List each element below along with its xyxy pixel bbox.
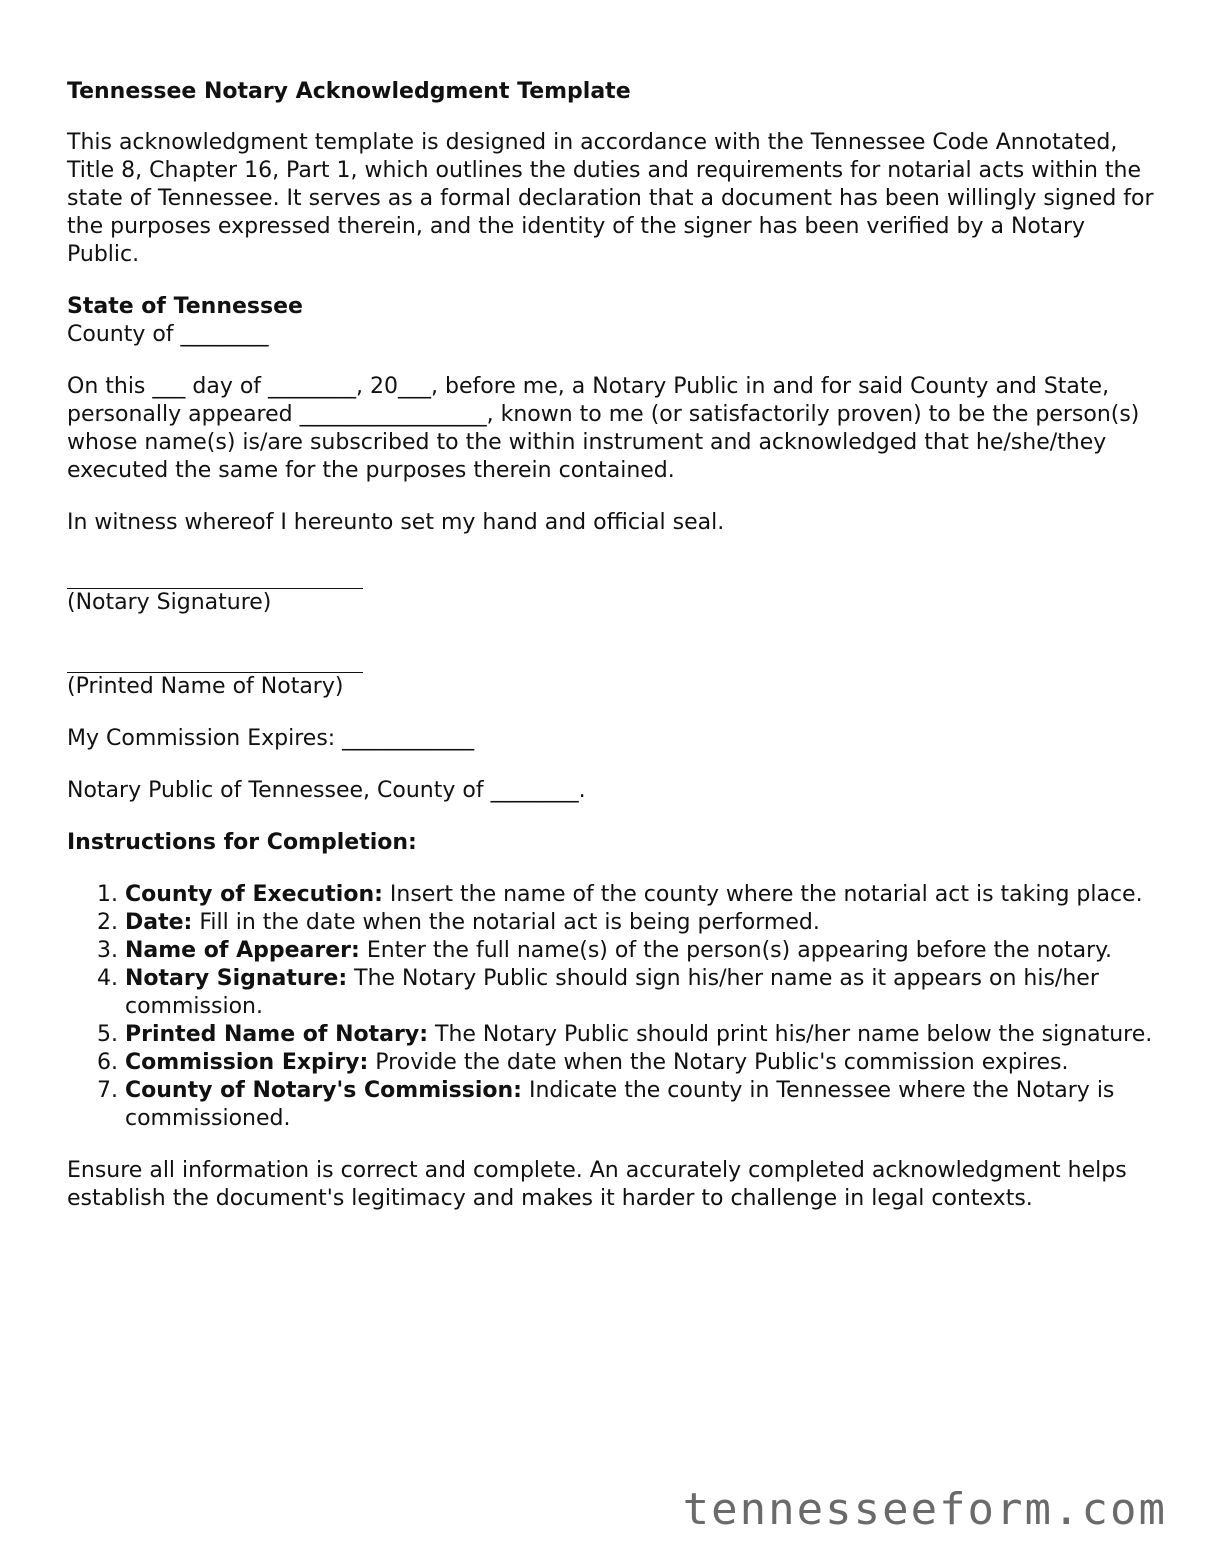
instruction-label: Notary Signature: xyxy=(125,966,348,991)
instruction-text: Fill in the date when the notarial act is being performed. xyxy=(192,910,820,935)
notary-signature-block xyxy=(67,561,1157,617)
instructions-heading: Instructions for Completion: xyxy=(67,830,417,855)
list-item xyxy=(125,937,1157,965)
printed-name-caption: (Printed Name of Notary) xyxy=(67,674,344,699)
list-item xyxy=(125,909,1157,937)
instruction-text: The Notary Public should sign his/her name as it appears on his/her commission. xyxy=(125,966,1099,1019)
intro-paragraph: This acknowledgment template is designed in accordance with the Tennessee Code Annotated, Title 8, Chapter 16, Part 1, which outlines the duties and requirements for notarial acts within the state of Tennessee. It serves as a formal declaration that a document has been willingly signed for the purposes expressed therein, and the identity of the signer has been verified by a Notary Public. xyxy=(67,130,1154,267)
instruction-text: Insert the name of the county where the notarial act is taking place. xyxy=(382,882,1143,907)
instruction-label: Printed Name of Notary: xyxy=(125,1022,429,1047)
closing-paragraph: Ensure all information is correct and complete. An accurately completed acknowledgment helps establish the document's legitimacy and makes it harder to challenge in legal contexts. xyxy=(67,1158,1127,1211)
list-item xyxy=(125,1077,1157,1133)
list-item xyxy=(125,1049,1157,1077)
instruction-text: Provide the date when the Notary Public's commission expires. xyxy=(368,1050,1069,1075)
venue-block xyxy=(67,293,1157,349)
instruction-label: County of Notary's Commission: xyxy=(125,1078,522,1103)
acknowledgment-paragraph: On this ___ day of ________, 20___, before me, a Notary Public in and for said County and State, personally appeared _________________, known to me (or satisfactorily proven) to be the person(s) whose name(s) is/are subscribed to the within instrument and acknowledged that he/she/they executed the same for the purposes therein contained. xyxy=(67,374,1140,483)
witness-statement: In witness whereof I hereunto set my hand and official seal. xyxy=(67,510,725,535)
commission-expires-line: My Commission Expires: ____________ xyxy=(67,726,475,751)
list-item xyxy=(125,1021,1157,1049)
notary-signature-line xyxy=(67,561,363,589)
list-item xyxy=(125,965,1157,1021)
notary-signature-caption: (Notary Signature) xyxy=(67,590,272,615)
list-item xyxy=(125,881,1157,909)
notary-county-line: Notary Public of Tennessee, County of ________. xyxy=(67,778,586,803)
document-page xyxy=(67,78,1157,1237)
county-line: County of ________ xyxy=(67,322,269,347)
document-title: Tennessee Notary Acknowledgment Template xyxy=(67,79,631,104)
printed-name-block xyxy=(67,645,1157,701)
instruction-label: County of Execution: xyxy=(125,882,383,907)
instruction-text: Indicate the county in Tennessee where the Notary is commissioned. xyxy=(125,1078,1115,1131)
instruction-label: Name of Appearer: xyxy=(125,938,360,963)
instructions-list xyxy=(67,881,1157,1133)
instruction-label: Commission Expiry: xyxy=(125,1050,369,1075)
site-watermark: tennesseeform.com xyxy=(682,1484,1167,1535)
printed-name-line xyxy=(67,645,363,673)
instruction-label: Date: xyxy=(125,910,193,935)
instruction-text: Enter the full name(s) of the person(s) appearing before the notary. xyxy=(359,938,1113,963)
state-heading: State of Tennessee xyxy=(67,294,303,319)
instruction-text: The Notary Public should print his/her name below the signature. xyxy=(428,1022,1153,1047)
